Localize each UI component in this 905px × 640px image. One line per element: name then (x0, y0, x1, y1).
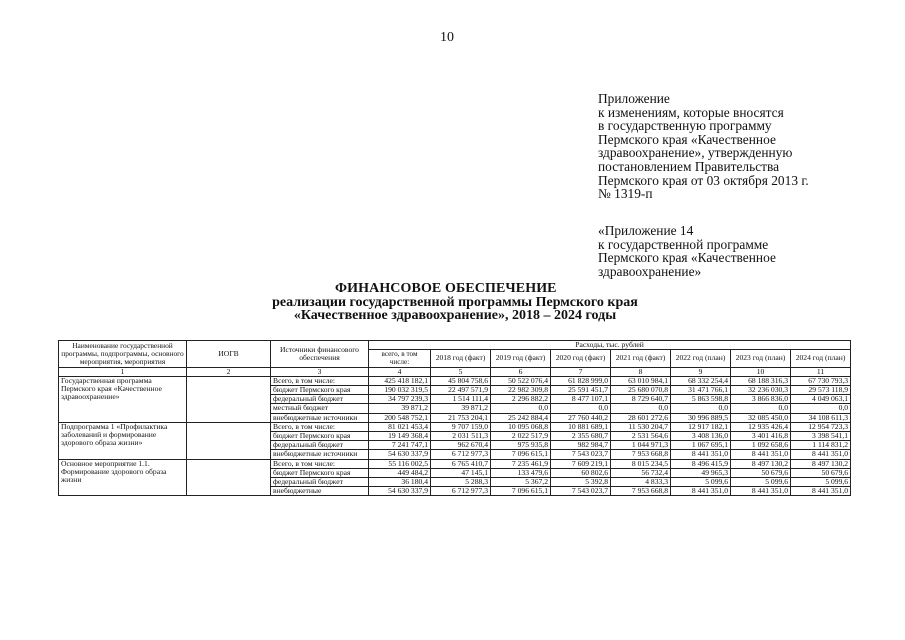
annex-14-line: здравоохранение» (598, 263, 702, 279)
column-index: 4 (369, 367, 431, 376)
annex-line: постановлением Правительства (598, 158, 780, 174)
year-value-cell: 6 765 410,7 (431, 459, 491, 468)
program-name-cell: Подпрограмма 1 «Профилактика заболеваний и формирование здорового образа жизни» (59, 422, 187, 459)
year-value-cell: 12 935 426,4 (731, 422, 791, 431)
annex-line: Пермского края «Качественное (598, 131, 776, 147)
year-value-cell: 32 085 450,0 (731, 413, 791, 422)
total-value-cell: 190 032 319,5 (369, 386, 431, 395)
year-value-cell: 0,0 (551, 404, 611, 413)
funding-source-cell: Всего, в том числе: (271, 376, 369, 385)
year-value-cell: 5 288,3 (431, 478, 491, 487)
year-value-cell: 0,0 (791, 404, 851, 413)
column-index-row (59, 367, 851, 376)
annex-line: № 1319-п (598, 186, 653, 202)
column-index: 2 (187, 367, 271, 376)
header-year: 2023 год (план) (731, 350, 791, 367)
total-value-cell: 449 484,2 (369, 468, 431, 477)
funding-source-cell: федеральный бюджет (271, 395, 369, 404)
year-value-cell: 30 996 889,5 (671, 413, 731, 422)
header-year: 2022 год (план) (671, 350, 731, 367)
year-value-cell: 68 332 254,4 (671, 376, 731, 385)
annex-14-line: Пермского края «Качественное (598, 250, 776, 266)
header-source: Источники финансового обеспечения (271, 341, 369, 368)
year-value-cell: 68 188 316,3 (731, 376, 791, 385)
year-value-cell: 982 984,7 (551, 441, 611, 450)
annex-14-line: «Приложение 14 (598, 223, 694, 238)
year-value-cell: 3 408 136,0 (671, 432, 731, 441)
year-value-cell: 7 543 023,7 (551, 487, 611, 496)
header-expenses: Расходы, тыс. рублей (369, 341, 851, 350)
annex-line: здравоохранение», утвержденную (598, 145, 793, 161)
year-value-cell: 8 477 107,1 (551, 395, 611, 404)
funding-source-cell: бюджет Пермского края (271, 468, 369, 477)
funding-source-cell: бюджет Пермского края (271, 432, 369, 441)
total-value-cell: 200 548 752,1 (369, 413, 431, 422)
subtitle-line-1: реализации государственной программы Пермского края (272, 295, 638, 310)
year-value-cell: 975 935,8 (491, 441, 551, 450)
funding-source-cell: Всего, в том числе: (271, 422, 369, 431)
year-value-cell: 3 401 416,8 (731, 432, 791, 441)
year-value-cell: 32 236 030,3 (731, 386, 791, 395)
funding-source-cell: внебюджетные источники (271, 450, 369, 459)
annex-line: Приложение (598, 91, 670, 106)
year-value-cell: 45 804 758,6 (431, 376, 491, 385)
year-value-cell: 4 833,3 (611, 478, 671, 487)
year-value-cell: 8 441 351,0 (671, 487, 731, 496)
year-value-cell: 61 828 999,0 (551, 376, 611, 385)
year-value-cell: 7 543 023,7 (551, 450, 611, 459)
year-value-cell: 63 010 984,1 (611, 376, 671, 385)
year-value-cell: 2 022 517,9 (491, 432, 551, 441)
column-index: 5 (431, 367, 491, 376)
year-value-cell: 0,0 (491, 404, 551, 413)
header-year: 2020 год (факт) (551, 350, 611, 367)
year-value-cell: 12 917 182,1 (671, 422, 731, 431)
year-value-cell: 8 015 234,5 (611, 459, 671, 468)
annex-block (598, 92, 858, 201)
column-index: 7 (551, 367, 611, 376)
year-value-cell: 2 355 680,7 (551, 432, 611, 441)
annex-line: в государственную программу (598, 118, 772, 134)
table-row (59, 422, 851, 431)
annex-line: к изменениям, которые вносятся (598, 104, 784, 120)
header-year: 2019 год (факт) (491, 350, 551, 367)
year-value-cell: 27 760 440,2 (551, 413, 611, 422)
funding-source-cell: внебюджетные (271, 487, 369, 496)
funding-source-cell: бюджет Пермского края (271, 386, 369, 395)
document-title: ФИНАНСОВОЕ ОБЕСПЕЧЕНИЕ (335, 281, 557, 296)
year-value-cell: 1 044 971,3 (611, 441, 671, 450)
year-value-cell: 22 982 309,8 (491, 386, 551, 395)
table-header (59, 341, 851, 377)
funding-source-cell: федеральный бюджет (271, 478, 369, 487)
total-value-cell: 19 149 368,4 (369, 432, 431, 441)
year-value-cell: 39 871,2 (431, 404, 491, 413)
header-total: всего, в том числе: (369, 350, 431, 367)
year-value-cell: 7 953 668,8 (611, 450, 671, 459)
year-value-cell: 12 954 723,3 (791, 422, 851, 431)
annex-line: Пермского края от 03 октября 2013 г. (598, 172, 809, 188)
program-name-cell: Государственная программа Пермского края «Качественное здравоохранение» (59, 376, 187, 422)
year-value-cell: 2 531 564,6 (611, 432, 671, 441)
total-value-cell: 36 180,4 (369, 478, 431, 487)
year-value-cell: 4 049 063,1 (791, 395, 851, 404)
total-value-cell: 54 630 337,9 (369, 450, 431, 459)
year-value-cell: 67 730 793,3 (791, 376, 851, 385)
year-value-cell: 8 441 351,0 (671, 450, 731, 459)
year-value-cell: 962 670,4 (431, 441, 491, 450)
year-value-cell: 0,0 (611, 404, 671, 413)
year-value-cell: 25 680 070,8 (611, 386, 671, 395)
year-value-cell: 1 114 831,2 (791, 441, 851, 450)
year-value-cell: 11 530 204,7 (611, 422, 671, 431)
year-value-cell: 28 601 272,6 (611, 413, 671, 422)
year-value-cell: 21 753 204,1 (431, 413, 491, 422)
year-value-cell: 8 497 130,2 (731, 459, 791, 468)
year-value-cell: 133 479,6 (491, 468, 551, 477)
year-value-cell: 1 514 111,4 (431, 395, 491, 404)
year-value-cell: 2 296 882,2 (491, 395, 551, 404)
column-index: 1 (59, 367, 187, 376)
funding-source-cell: местный бюджет (271, 404, 369, 413)
funding-source-cell: Всего, в том числе: (271, 459, 369, 468)
year-value-cell: 25 591 451,7 (551, 386, 611, 395)
total-value-cell: 81 021 453,4 (369, 422, 431, 431)
total-value-cell: 39 871,2 (369, 404, 431, 413)
total-value-cell: 425 418 182,1 (369, 376, 431, 385)
year-value-cell: 7 953 668,8 (611, 487, 671, 496)
total-value-cell: 34 797 239,3 (369, 395, 431, 404)
year-value-cell: 7 609 219,1 (551, 459, 611, 468)
funding-source-cell: внебюджетные источники (271, 413, 369, 422)
table-body (59, 376, 851, 496)
header-name: Наименование государственной программы, подпрограммы, основного мероприятия, мероприятия (59, 341, 187, 368)
annex-14-line: к государственной программе (598, 236, 769, 252)
year-value-cell: 8 441 351,0 (791, 487, 851, 496)
table-row (59, 376, 851, 385)
year-value-cell: 47 145,1 (431, 468, 491, 477)
iogv-cell (187, 376, 271, 422)
year-value-cell: 49 965,3 (671, 468, 731, 477)
year-value-cell: 56 732,4 (611, 468, 671, 477)
year-value-cell: 50 522 076,4 (491, 376, 551, 385)
year-value-cell: 5 863 598,8 (671, 395, 731, 404)
year-value-cell: 34 108 611,3 (791, 413, 851, 422)
year-value-cell: 25 242 884,4 (491, 413, 551, 422)
annex-14-block (598, 224, 848, 278)
year-value-cell: 9 707 159,0 (431, 422, 491, 431)
financing-table (58, 340, 851, 496)
year-value-cell: 0,0 (671, 404, 731, 413)
year-value-cell: 7 096 615,1 (491, 487, 551, 496)
year-value-cell: 10 881 689,1 (551, 422, 611, 431)
subtitle-line-2: «Качественное здравоохранение», 2018 – 2024 годы (293, 307, 617, 323)
year-value-cell: 50 679,6 (791, 468, 851, 477)
year-value-cell: 8 441 351,0 (731, 487, 791, 496)
year-value-cell: 5 099,6 (731, 478, 791, 487)
year-value-cell: 60 802,6 (551, 468, 611, 477)
total-value-cell: 55 116 002,5 (369, 459, 431, 468)
iogv-cell (187, 459, 271, 496)
column-index: 8 (611, 367, 671, 376)
year-value-cell: 22 497 571,9 (431, 386, 491, 395)
table-row (59, 459, 851, 468)
year-value-cell: 2 031 511,3 (431, 432, 491, 441)
year-value-cell: 10 095 068,8 (491, 422, 551, 431)
year-value-cell: 8 441 351,0 (731, 450, 791, 459)
column-index: 3 (271, 367, 369, 376)
total-value-cell: 7 241 747,1 (369, 441, 431, 450)
funding-source-cell: федеральный бюджет (271, 441, 369, 450)
year-value-cell: 1 067 695,1 (671, 441, 731, 450)
column-index: 11 (791, 367, 851, 376)
year-value-cell: 8 729 640,7 (611, 395, 671, 404)
year-value-cell: 7 235 461,9 (491, 459, 551, 468)
year-value-cell: 0,0 (731, 404, 791, 413)
year-value-cell: 8 497 130,2 (791, 459, 851, 468)
year-value-cell: 5 392,8 (551, 478, 611, 487)
header-year: 2018 год (факт) (431, 350, 491, 367)
page-number: 10 (440, 30, 454, 45)
iogv-cell (187, 422, 271, 459)
year-value-cell: 1 092 658,6 (731, 441, 791, 450)
year-value-cell: 8 496 415,9 (671, 459, 731, 468)
column-index: 10 (731, 367, 791, 376)
header-iogv: ИОГВ (187, 341, 271, 368)
header-year: 2021 год (факт) (611, 350, 671, 367)
year-value-cell: 3 398 541,1 (791, 432, 851, 441)
year-value-cell: 29 573 118,9 (791, 386, 851, 395)
column-index: 6 (491, 367, 551, 376)
total-value-cell: 54 630 337,9 (369, 487, 431, 496)
year-value-cell: 5 099,6 (671, 478, 731, 487)
year-value-cell: 6 712 977,3 (431, 450, 491, 459)
year-value-cell: 8 441 351,0 (791, 450, 851, 459)
year-value-cell: 31 471 766,1 (671, 386, 731, 395)
column-index: 9 (671, 367, 731, 376)
year-value-cell: 6 712 977,3 (431, 487, 491, 496)
year-value-cell: 50 679,6 (731, 468, 791, 477)
year-value-cell: 5 367,2 (491, 478, 551, 487)
year-value-cell: 3 866 836,0 (731, 395, 791, 404)
year-value-cell: 7 096 615,1 (491, 450, 551, 459)
document-subtitle (215, 297, 695, 322)
header-year: 2024 год (план) (791, 350, 851, 367)
program-name-cell: Основное мероприятие 1.1. Формирование здорового образа жизни (59, 459, 187, 496)
year-value-cell: 5 099,6 (791, 478, 851, 487)
